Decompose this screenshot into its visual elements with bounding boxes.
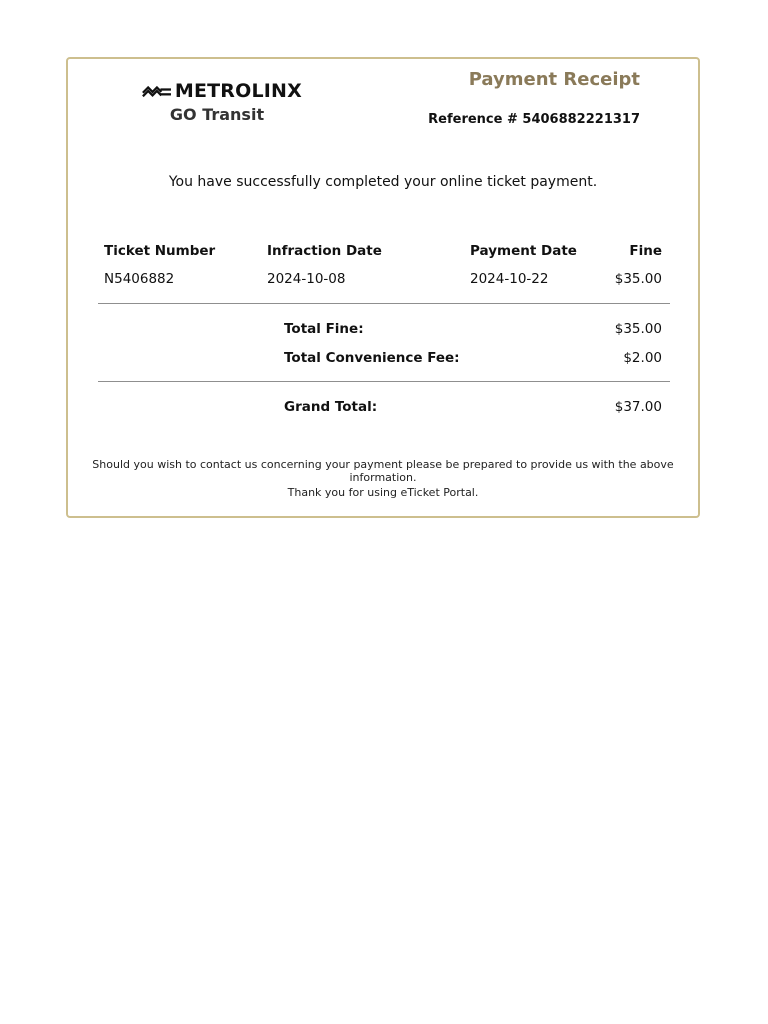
ticket-table bbox=[98, 239, 670, 295]
reference-label: Reference # bbox=[428, 112, 518, 127]
convenience-fee-row bbox=[98, 350, 670, 372]
column-header-infraction-date: Infraction Date bbox=[267, 243, 382, 259]
fine-cell: $35.00 bbox=[614, 271, 662, 287]
contact-note: Should you wish to contact us concerning your payment please be prepared to provide us with the above information. bbox=[92, 458, 674, 484]
payment-receipt-card bbox=[66, 57, 700, 518]
divider-line bbox=[98, 381, 670, 382]
column-header-ticket-number: Ticket Number bbox=[104, 243, 216, 259]
column-header-payment-date: Payment Date bbox=[470, 243, 577, 259]
table-row bbox=[98, 267, 670, 295]
reference-number bbox=[428, 112, 640, 127]
total-fine-label: Total Fine: bbox=[284, 321, 364, 337]
total-fine-value: $35.00 bbox=[614, 321, 662, 337]
grand-total-value: $37.00 bbox=[614, 399, 662, 415]
convenience-fee-label: Total Convenience Fee: bbox=[284, 350, 460, 366]
infraction-date-cell: 2024-10-08 bbox=[267, 271, 346, 287]
reference-value: 5406882221317 bbox=[522, 112, 640, 127]
ticket-number-cell: N5406882 bbox=[104, 271, 175, 287]
grand-total-row bbox=[98, 399, 670, 421]
thank-you-note: Thank you for using eTicket Portal. bbox=[287, 486, 479, 499]
grand-total-label: Grand Total: bbox=[284, 399, 378, 415]
payment-date-cell: 2024-10-22 bbox=[470, 271, 549, 287]
metrolinx-wave-icon bbox=[142, 82, 172, 100]
brand-name: METROLINX bbox=[174, 80, 302, 102]
total-fine-row bbox=[98, 321, 670, 343]
success-message: You have successfully completed your online ticket payment. bbox=[168, 174, 598, 190]
metrolinx-logo bbox=[142, 79, 302, 124]
table-header-row bbox=[98, 239, 670, 267]
column-header-fine: Fine bbox=[629, 243, 662, 259]
convenience-fee-value: $2.00 bbox=[623, 350, 662, 366]
brand-subtitle: GO Transit bbox=[169, 105, 265, 124]
divider-line bbox=[98, 303, 670, 304]
page-title: Payment Receipt bbox=[468, 69, 640, 90]
